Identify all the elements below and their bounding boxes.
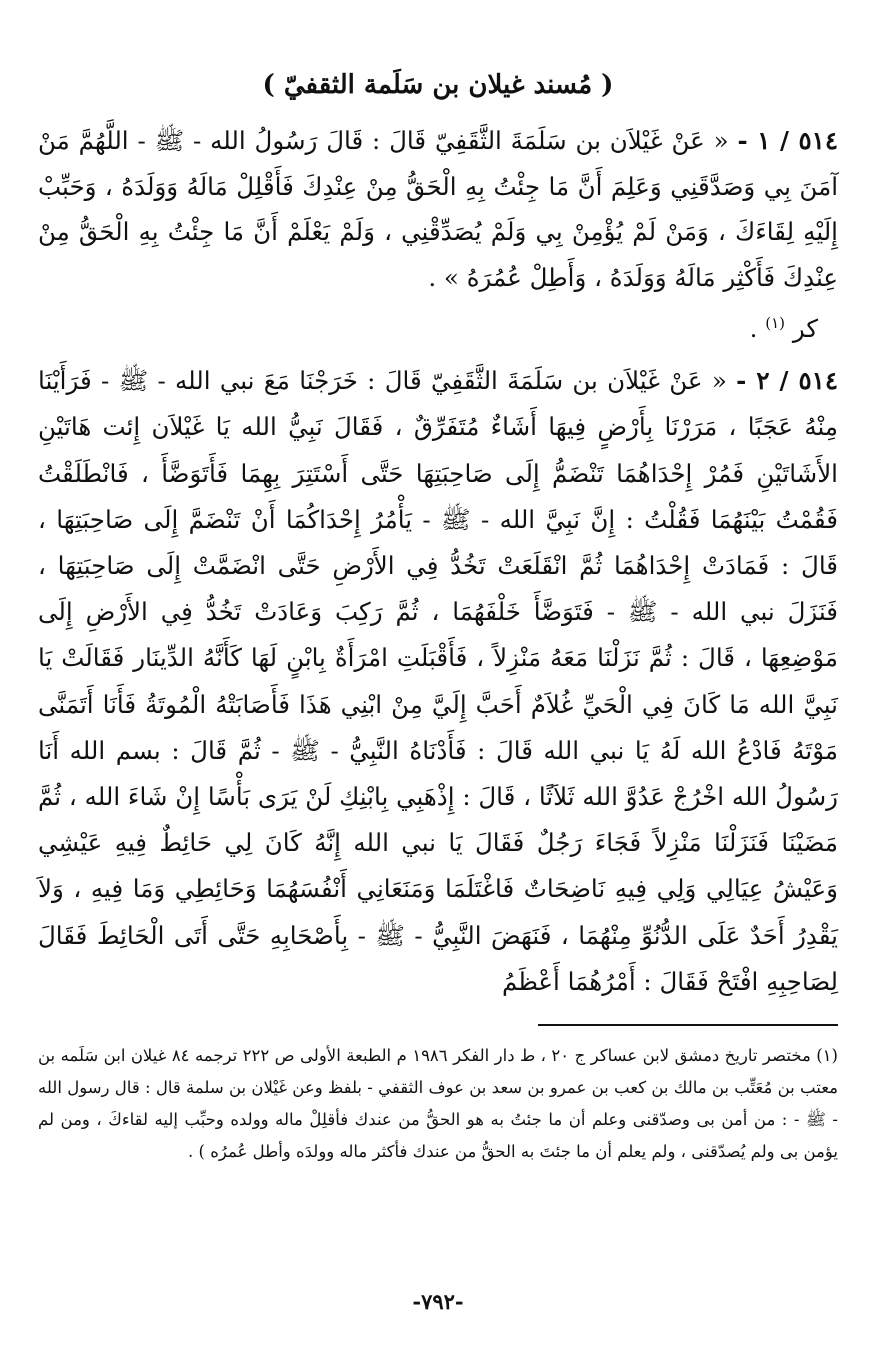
book-page <box>38 62 838 1314</box>
reference-abbrev: كر <box>792 314 818 344</box>
hadith-1-reference <box>38 300 838 352</box>
hadith-2 <box>38 358 838 1005</box>
hadith-1-number: ٥١٤ / ١ - <box>737 126 838 155</box>
hadith-2-text: « عَنْ غَيْلاَن بن سَلَمَةَ الثَّقَفِيّ قَالَ : خَرَجْنَا مَعَ نبي الله - ﷺ - فَرَأَيْنَا مِنْهُ عَجَبًا ، مَرَرْنَا بِأَرْضٍ فِيهَا أَشَاءٌ مُتَفَرِّقٌ ، فَقَالَ نَبِيُّ الله يَا غَيْلاَن إِئت هَاتَيْنِ الأَشَاتَيْنِ فَمُرْ إِحْدَاهُمَا تَنْضَمُّ إِلَى صَاحِبَتِهَا حَتَّى أَسْتَتِرَ بِهِمَا فَأَتَوَضَّأَ ، فَانْطَلَقْتُ فَقُمْتُ بَيْنَهُمَا فَقُلْتُ : إِنَّ نَبِيَّ الله - ﷺ - يَأْمُرُ إِحْدَاكُمَا أَنْ تَنْضَمَّ إِلَى صَاحِبَتِهَا ، قَالَ : فَمَادَتْ إِحْدَاهُمَا ثُمَّ انْقَلَعَتْ تَخُدُّ فِي الأَرْضِ حَتَّى انْضَمَّتْ إِلَى صَاحِبَتِهَا ، فَنَزَلَ نبي الله - ﷺ - فَتَوَضَّأَ خَلْفَهُمَا ، ثُمَّ رَكِبَ وَعَادَتْ تَخُدُّ فِي الأَرْضِ إِلَى مَوْضِعِهَا ، قَالَ : ثُمَّ نَزَلْنَا مَعَهُ مَنْزِلاً ، فَأَقْبَلَتِ امْرَأَةٌ بِابْنٍ لَهَا كَأَنَّهُ الدِّينَار فَقَالَتْ يَا نَبِيَّ الله مَا كَانَ فِي الْحَيِّ غُلاَمٌ أَحَبَّ إِلَيَّ مِنْ ابْنِي هَذَا فَأَصَابَتْهُ الْمُوتَةُ فَأَنَا أَتَمَنَّى مَوْتَهُ فَادْعُ الله لَهُ يَا نبي الله قَالَ : فَأَدْنَاهُ النَّبِيُّ - ﷺ - ثُمَّ قَالَ : بسم الله أَنَا رَسُولُ الله اخْرُجْ عَدُوَّ الله ثَلاَثًا ، قَالَ : إِذْهَبِي بِابْنِكِ لَنْ يَرَى بَأْسًا إِنْ شَاءَ الله ، ثُمَّ مَضَيْنَا فَنَزَلْنَا مَنْزِلاً فَجَاءَ رَجُلٌ فَقَالَ يَا نبي الله إِنَّهُ كَانَ لِي حَائِطٌ فِيهِ عَيْشِي وَعَيْشُ عِيَالِي وَلِي فِيهِ نَاضِحَاتٌ فَاغْتَلَمَا وَمَنَعَانِي أَنْفُسَهُمَا وَحَائِطِي وَمَا فِيهِ ، وَلاَ يَقْدِرُ أَحَدٌ عَلَى الدُّنُوِّ مِنْهُمَا ، فَنَهَضَ النَّبِيُّ - ﷺ - بِأَصْحَابِهِ حَتَّى أَتَى الْحَائِطَ فَقَالَ لِصَاحِبِهِ افْتَحْ فَقَالَ : أَمْرُهُمَا أَعْظَمُ <box>38 366 838 996</box>
hadith-1 <box>38 118 838 300</box>
section-title: ( مُسند غيلان بن سَلَمة الثقفيّ ) <box>262 70 614 100</box>
reference-end: . <box>749 314 758 344</box>
footnote-marker: (١) <box>765 314 786 332</box>
page-number: -٧٩٢- <box>412 1289 464 1314</box>
hadith-1-text: « عَنْ غَيْلاَن بن سَلَمَةَ الثَّقَفِيّ قَالَ : قَالَ رَسُولُ الله - ﷺ - اللَّهُمَّ مَنْ آمَنَ بِي وَصَدَّقَنِي وَعَلِمَ أَنَّ مَا جِئْتُ بِهِ الْحَقُّ مِنْ عِنْدِكَ فَأَقْلِلْ مَالَهُ وَوَلَدَهُ ، وَحَبِّبْ إِلَيْهِ لِقَاءَكَ ، وَمَنْ لَمْ يُؤْمِنْ بِي وَلَمْ يُصَدِّقْنِي ، وَلَمْ يَعْلَمْ أَنَّ مَا جِئْتُ بِهِ الْحَقُّ مِنْ عِنْدِكَ فَأَكْثِر مَالَهُ وَوَلَدَهُ ، وَأَطِلْ عُمُرَهُ » . <box>38 126 838 292</box>
hadith-2-number: ٥١٤ / ٢ - <box>736 366 838 396</box>
footnote-divider <box>538 1024 838 1026</box>
footnote: (١) مختصر تاريخ دمشق لابن عساكر ج ٢٠ ، ط دار الفكر ١٩٨٦ م الطبعة الأولى ص ٢٢٢ ترجمه ٨٤ غيلان ابن سَلَمه بن معتب بن مُعَتِّب بن مالك بن كعب بن عمرو بن سعد بن عوف الثقفي - بلفظ وعن غَيْلان بن سلمة قال : قال رسول الله - ﷺ - : من أمن بى وصدّقنى وعلم أن ما جئتُ به هو الحقُّ من عندك فأقلِلْ ماله وولده وحبِّب إليه لقاءكَ ، ومن لم يؤمن بى ولم يُصدّقنى ، ولم يعلم أن ما جئتَ به الحقُّ من عندك فأكثر ماله وولدَه وأطل عُمرُه ) . <box>38 1046 838 1161</box>
